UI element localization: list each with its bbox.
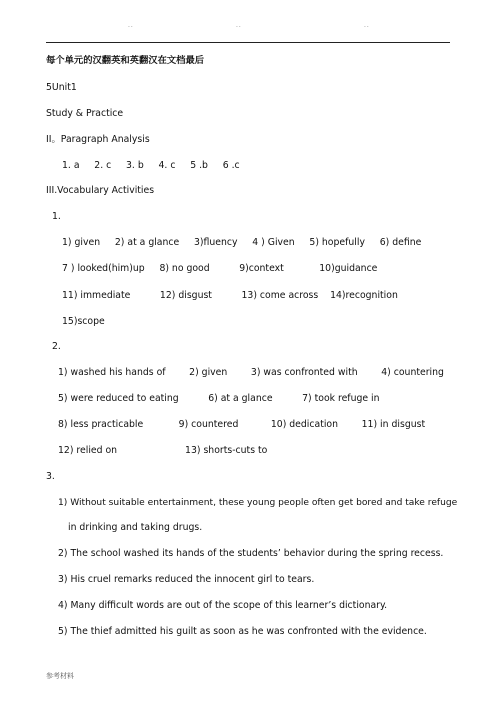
section-paragraph-analysis-heading: II。Paragraph Analysis	[46, 134, 150, 145]
document-title: 每个单元的汉翻英和英翻汉在文档最后	[46, 55, 205, 66]
header-dots-center: ..	[236, 22, 242, 29]
vocab-part3-sentence: 1) Without suitable entertainment, these young people often get bored and take refuge	[58, 498, 458, 508]
header-dots-right: ..	[364, 22, 370, 29]
vocab-part2-line: 5) were reduced to eating 6) at a glance 7) took refuge in	[58, 393, 380, 404]
vocab-part3-sentence: 3) His cruel remarks reduced the innocent girl to tears.	[58, 574, 315, 585]
vocab-part1-line: 7 ) looked(him)up 8) no good 9)context 10)guidance	[62, 263, 378, 274]
vocab-part3-sentence: 5) The thief admitted his guilt as soon as he was confronted with the evidence.	[58, 626, 427, 637]
section-vocabulary-heading: III.Vocabulary Activities	[46, 185, 155, 196]
vocab-part2-line: 12) relied on 13) shorts-cuts to	[58, 445, 268, 456]
footer-note: 参考材料	[46, 672, 74, 680]
vocab-part2-line: 8) less practicable 9) countered 10) dedication 11) in disgust	[58, 419, 426, 430]
vocab-part1-line: 1) given 2) at a glance 3)fluency 4 ) Given 5) hopefully 6) define	[62, 237, 422, 248]
vocab-part3-sentence: 4) Many difficult words are out of the scope of this learner’s dictionary.	[58, 600, 388, 611]
vocab-part1-line: 15)scope	[62, 316, 105, 327]
header-rule	[46, 42, 450, 43]
unit-label: 5Unit1	[46, 82, 77, 93]
paragraph-analysis-answers: 1. a 2. c 3. b 4. c 5 .b 6 .c	[62, 160, 240, 171]
header-dots-left: ..	[128, 22, 134, 29]
vocab-part3-sentence-cont: in drinking and taking drugs.	[68, 522, 203, 533]
section-study-practice: Study & Practice	[46, 108, 124, 119]
vocab-part2-label: 2.	[52, 341, 61, 352]
vocab-part3-sentence: 2) The school washed its hands of the students’ behavior during the spring recess.	[58, 548, 444, 559]
vocab-part3-label: 3.	[46, 471, 55, 482]
vocab-part2-line: 1) washed his hands of 2) given 3) was confronted with 4) countering	[58, 367, 444, 378]
vocab-part1-label: 1.	[52, 211, 61, 222]
vocab-part1-line: 11) immediate 12) disgust 13) come across 14)recognition	[62, 290, 398, 301]
